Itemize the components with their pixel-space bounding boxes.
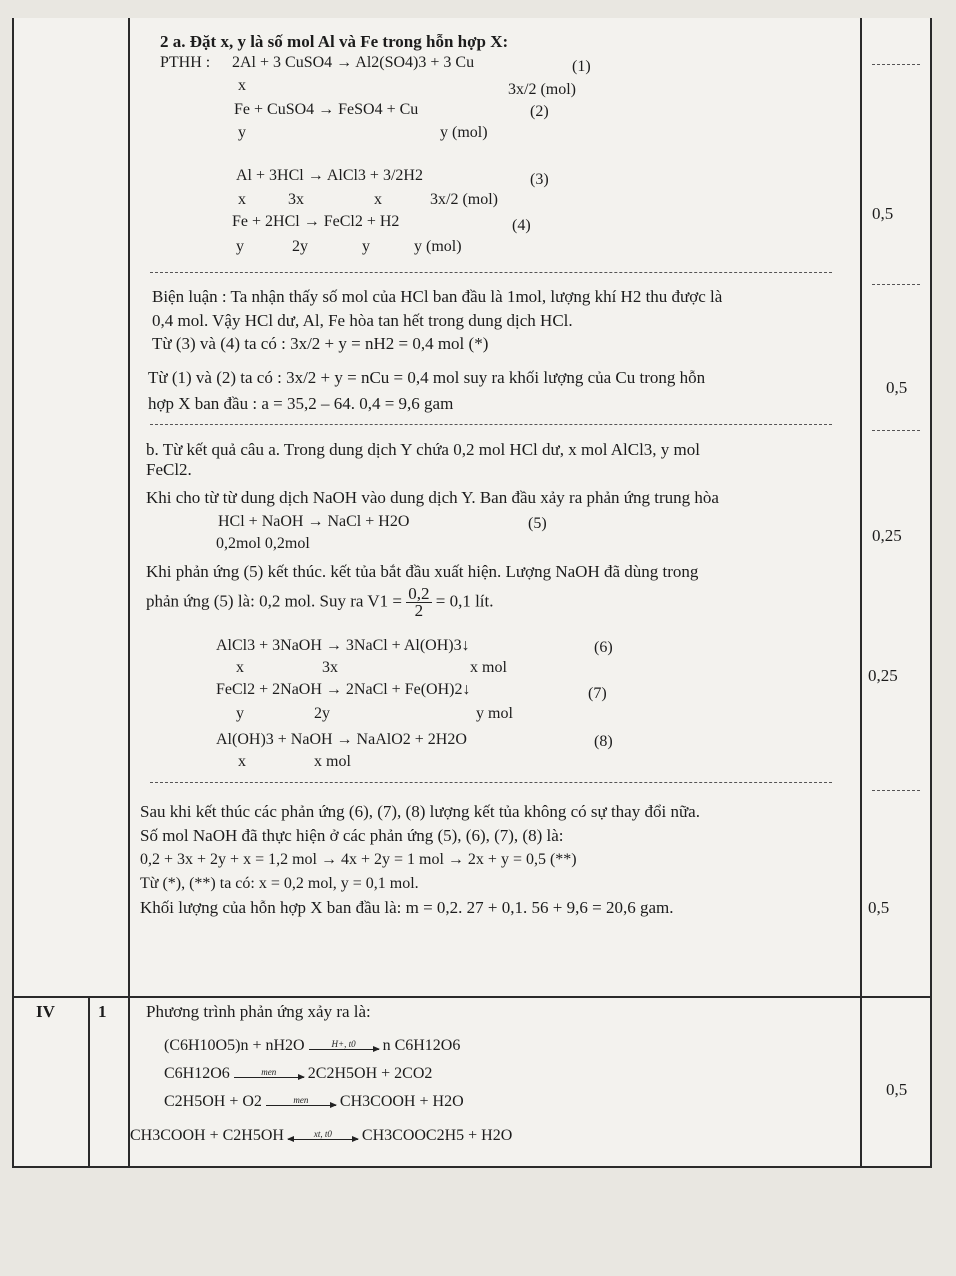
equation-1: 2Al + 3 CuSO4 → Al2(SO4)3 + 3 Cu <box>232 54 475 71</box>
equation-8-number: (8) <box>594 733 613 750</box>
equation-right: CH3COOH + H2O <box>339 1093 464 1110</box>
reaction-arrow <box>266 1095 336 1110</box>
reaction-arrow <box>234 1067 304 1082</box>
volume-fraction <box>406 586 431 619</box>
equation-5: HCl + NaOH → NaCl + H2O <box>218 513 410 530</box>
equation-4-mol: y <box>236 238 244 255</box>
question-number: 1 <box>98 1002 107 1021</box>
equation-4-mol: y <box>362 238 370 255</box>
equation-3-mol: x <box>374 191 382 208</box>
equation-left: C2H5OH + O2 <box>164 1093 262 1110</box>
equation-6-mol: x <box>236 659 244 676</box>
equation-7-mol: 2y <box>314 705 330 722</box>
equation-4-number: (4) <box>512 217 531 234</box>
equation-right: n C6H12O6 <box>382 1037 461 1054</box>
equation-2: Fe + CuSO4 → FeSO4 + Cu <box>234 101 419 118</box>
reaction-arrow <box>309 1039 379 1054</box>
equation-8-mol: x <box>238 753 246 770</box>
fermentation-equation-2 <box>164 1064 432 1084</box>
score-separator <box>872 430 920 431</box>
argument-line: Từ (3) và (4) ta có : 3x/2 + y = nH2 = 0,4 mol (*) <box>152 334 489 353</box>
fraction-numerator: 0,2 <box>408 584 430 603</box>
column-divider-2 <box>88 998 90 1168</box>
equation-6: AlCl3 + 3NaOH → 3NaCl + Al(OH)3↓ <box>216 637 470 654</box>
equation-3-mol: x <box>238 191 246 208</box>
section-iv-title: Phương trình phản ứng xảy ra là: <box>146 1002 371 1021</box>
conclusion-line: Từ (*), (**) ta có: x = 0,2 mol, y = 0,1 mol. <box>140 875 419 892</box>
equation-7: FeCl2 + 2NaOH → 2NaCl + Fe(OH)2↓ <box>216 681 471 698</box>
equation-7-number: (7) <box>588 685 607 702</box>
fermentation-equation-3 <box>164 1092 464 1112</box>
equation-2-mol-cu: y (mol) <box>440 124 488 141</box>
volume-line <box>146 586 494 619</box>
score: 0,5 <box>872 204 894 223</box>
dashed-separator <box>150 782 832 783</box>
equation-4: Fe + 2HCl → FeCl2 + H2 <box>232 213 400 230</box>
equation-left: (C6H10O5)n + nH2O <box>164 1037 305 1054</box>
reaction-condition: xt, t0 <box>313 1128 332 1139</box>
part-b-line: Khi phản ứng (5) kết thúc. kết tủa bắt đầu xuất hiện. Lượng NaOH đã dùng trong <box>146 562 699 581</box>
equation-6-mol: x mol <box>470 659 507 676</box>
equation-8-mol: x mol <box>314 753 351 770</box>
equation-2-number: (2) <box>530 103 549 120</box>
equation-6-number: (6) <box>594 639 613 656</box>
equation-right: CH3COOC2H5 + H2O <box>361 1127 513 1144</box>
part-b-line: Khi cho từ từ dung dịch NaOH vào dung dịch Y. Ban đầu xảy ra phản ứng trung hòa <box>146 488 719 507</box>
score: 0,25 <box>868 666 898 685</box>
conclusion-line: Khối lượng của hỗn hợp X ban đầu là: m = 0,2. 27 + 0,1. 56 + 9,6 = 20,6 gam. <box>140 898 674 917</box>
row-divider <box>12 996 932 998</box>
equation-1-mol-cu: 3x/2 (mol) <box>508 81 576 98</box>
reaction-condition: men <box>261 1066 277 1077</box>
table-bottom <box>12 1166 932 1168</box>
argument-line: Từ (1) và (2) ta có : 3x/2 + y = nCu = 0,4 mol suy ra khối lượng của Cu trong hỗn <box>148 368 706 387</box>
equation-left: CH3COOH + C2H5OH <box>130 1127 284 1144</box>
reversible-arrow <box>288 1129 358 1144</box>
score: 0,5 <box>868 898 890 917</box>
conclusion-line: 0,2 + 3x + 2y + x = 1,2 mol → 4x + 2y = 1 mol → 2x + y = 0,5 (**) <box>140 851 577 868</box>
conclusion-line: Số mol NaOH đã thực hiện ở các phản ứng (5), (6), (7), (8) là: <box>140 826 564 845</box>
score: 0,5 <box>886 1080 908 1099</box>
pthh-label: PTHH : <box>160 54 211 71</box>
argument-line: 0,4 mol. Vậy HCl dư, Al, Fe hòa tan hết trong dung dịch HCl. <box>152 311 573 330</box>
volume-result: = 0,1 lít. <box>435 591 494 611</box>
equation-1-number: (1) <box>572 58 591 75</box>
score: 0,5 <box>886 378 908 397</box>
part-b-line: FeCl2. <box>146 460 192 479</box>
dashed-separator <box>150 424 832 425</box>
reaction-condition: men <box>293 1094 309 1105</box>
equation-7-mol: y <box>236 705 244 722</box>
fraction-denominator: 2 <box>414 601 424 620</box>
equation-4-mol: 2y <box>292 238 308 255</box>
part-b-line: b. Từ kết quả câu a. Trong dung dịch Y chứa 0,2 mol HCl dư, x mol AlCl3, y mol <box>146 440 700 459</box>
dashed-separator <box>150 272 832 273</box>
reaction-condition: H+, t0 <box>331 1038 356 1049</box>
equation-3-mol: 3x/2 (mol) <box>430 191 498 208</box>
score-separator <box>872 284 920 285</box>
esterification-equation <box>130 1126 512 1146</box>
equation-6-mol: 3x <box>322 659 338 676</box>
score-separator <box>872 790 920 791</box>
equation-7-mol: y mol <box>476 705 513 722</box>
equation-3-number: (3) <box>530 171 549 188</box>
volume-text: phản ứng (5) là: 0,2 mol. Suy ra V1 = <box>146 591 402 611</box>
equation-3-mol: 3x <box>288 191 304 208</box>
conclusion-line: Sau khi kết thúc các phản ứng (6), (7), (8) lượng kết tủa không có sự thay đổi nữa. <box>140 802 700 821</box>
score: 0,25 <box>872 526 902 545</box>
argument-line: Biện luận : Ta nhận thấy số mol của HCl ban đầu là 1mol, lượng khí H2 thu được là <box>152 287 723 306</box>
equation-4-mol: y (mol) <box>414 238 462 255</box>
equation-8: Al(OH)3 + NaOH → NaAlO2 + 2H2O <box>216 731 467 748</box>
equation-left: C6H12O6 <box>164 1065 230 1082</box>
score-separator <box>872 64 920 65</box>
section-roman-numeral: IV <box>36 1002 55 1021</box>
argument-line: hợp X ban đầu : a = 35,2 – 64. 0,4 = 9,6 gam <box>148 394 454 413</box>
equation-right: 2C2H5OH + 2CO2 <box>307 1065 433 1082</box>
equation-5-mol: 0,2mol 0,2mol <box>216 535 310 552</box>
equation-1-mol-x: x <box>238 77 246 94</box>
equation-5-number: (5) <box>528 515 547 532</box>
fermentation-equation-1 <box>164 1036 460 1056</box>
equation-3: Al + 3HCl → AlCl3 + 3/2H2 <box>236 167 423 184</box>
part-a-intro: 2 a. Đặt x, y là số mol Al và Fe trong hỗn hợp X: <box>160 32 509 51</box>
equation-2-mol-y: y <box>238 124 246 141</box>
